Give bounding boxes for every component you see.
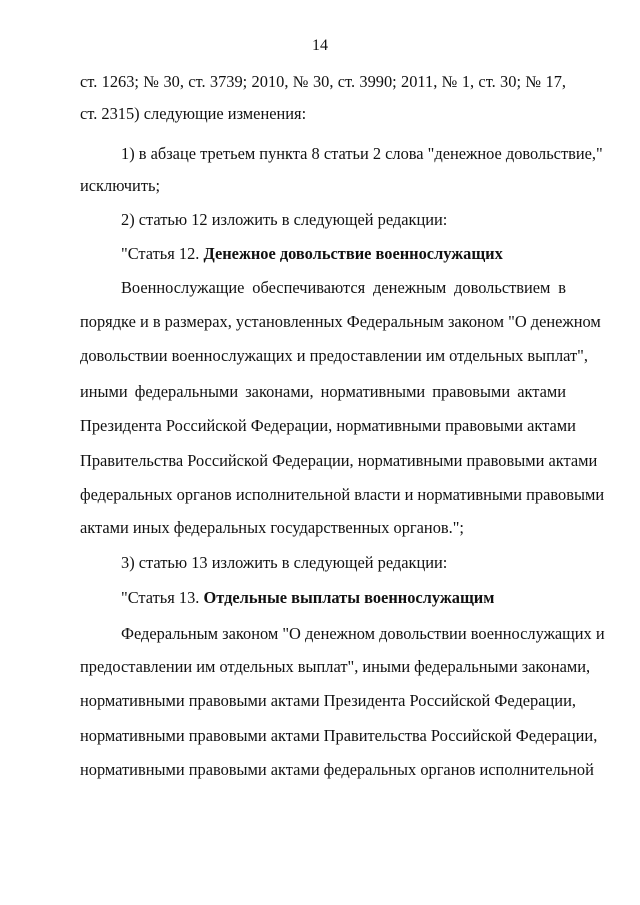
- text-line: порядке и в размерах, установленных Федеральным законом "О денежном: [80, 312, 601, 331]
- text-line: ст. 2315) следующие изменения:: [80, 104, 307, 123]
- text-line: довольствии военнослужащих и предоставлении им отдельных выплат",: [80, 346, 588, 365]
- text-line: 1) в абзаце третьем пункта 8 статьи 2 слова "денежное довольствие,": [121, 144, 603, 163]
- text-line: Военнослужащие обеспечиваются денежным довольствием в: [121, 278, 566, 297]
- text-line: 2) статью 12 изложить в следующей редакции:: [121, 210, 448, 229]
- heading-prefix: "Статья 13.: [121, 588, 204, 607]
- text-line: нормативными правовыми актами Президента Российской Федерации,: [80, 691, 576, 710]
- heading-title: Отдельные выплаты военнослужащим: [203, 588, 495, 607]
- text-line: 3) статью 13 изложить в следующей редакции:: [121, 553, 448, 572]
- article-12-heading: [121, 244, 566, 264]
- text-line: федеральных органов исполнительной власти и нормативными правовыми: [80, 485, 605, 504]
- page-number: 14: [312, 37, 328, 54]
- text-line: актами иных федеральных государственных органов.";: [80, 518, 464, 537]
- text-line: Федеральным законом "О денежном довольствии военнослужащих и: [121, 624, 605, 643]
- text-line: Президента Российской Федерации, нормативными правовыми актами: [80, 416, 576, 435]
- article-13-heading: [121, 588, 566, 608]
- heading-title: Денежное довольствие военнослужащих: [203, 244, 503, 263]
- heading-prefix: "Статья 12.: [121, 244, 204, 263]
- text-line: ст. 1263; № 30, ст. 3739; 2010, № 30, ст. 3990; 2011, № 1, ст. 30; № 17,: [80, 72, 566, 91]
- text-line: нормативными правовыми актами Правительства Российской Федерации,: [80, 726, 598, 745]
- text-line: исключить;: [80, 176, 161, 195]
- text-line: предоставлении им отдельных выплат", иными федеральными законами,: [80, 657, 591, 676]
- text-line: иными федеральными законами, нормативными правовыми актами: [80, 382, 566, 401]
- text-line: Правительства Российской Федерации, нормативными правовыми актами: [80, 451, 598, 470]
- text-line: нормативными правовыми актами федеральных органов исполнительной: [80, 760, 594, 779]
